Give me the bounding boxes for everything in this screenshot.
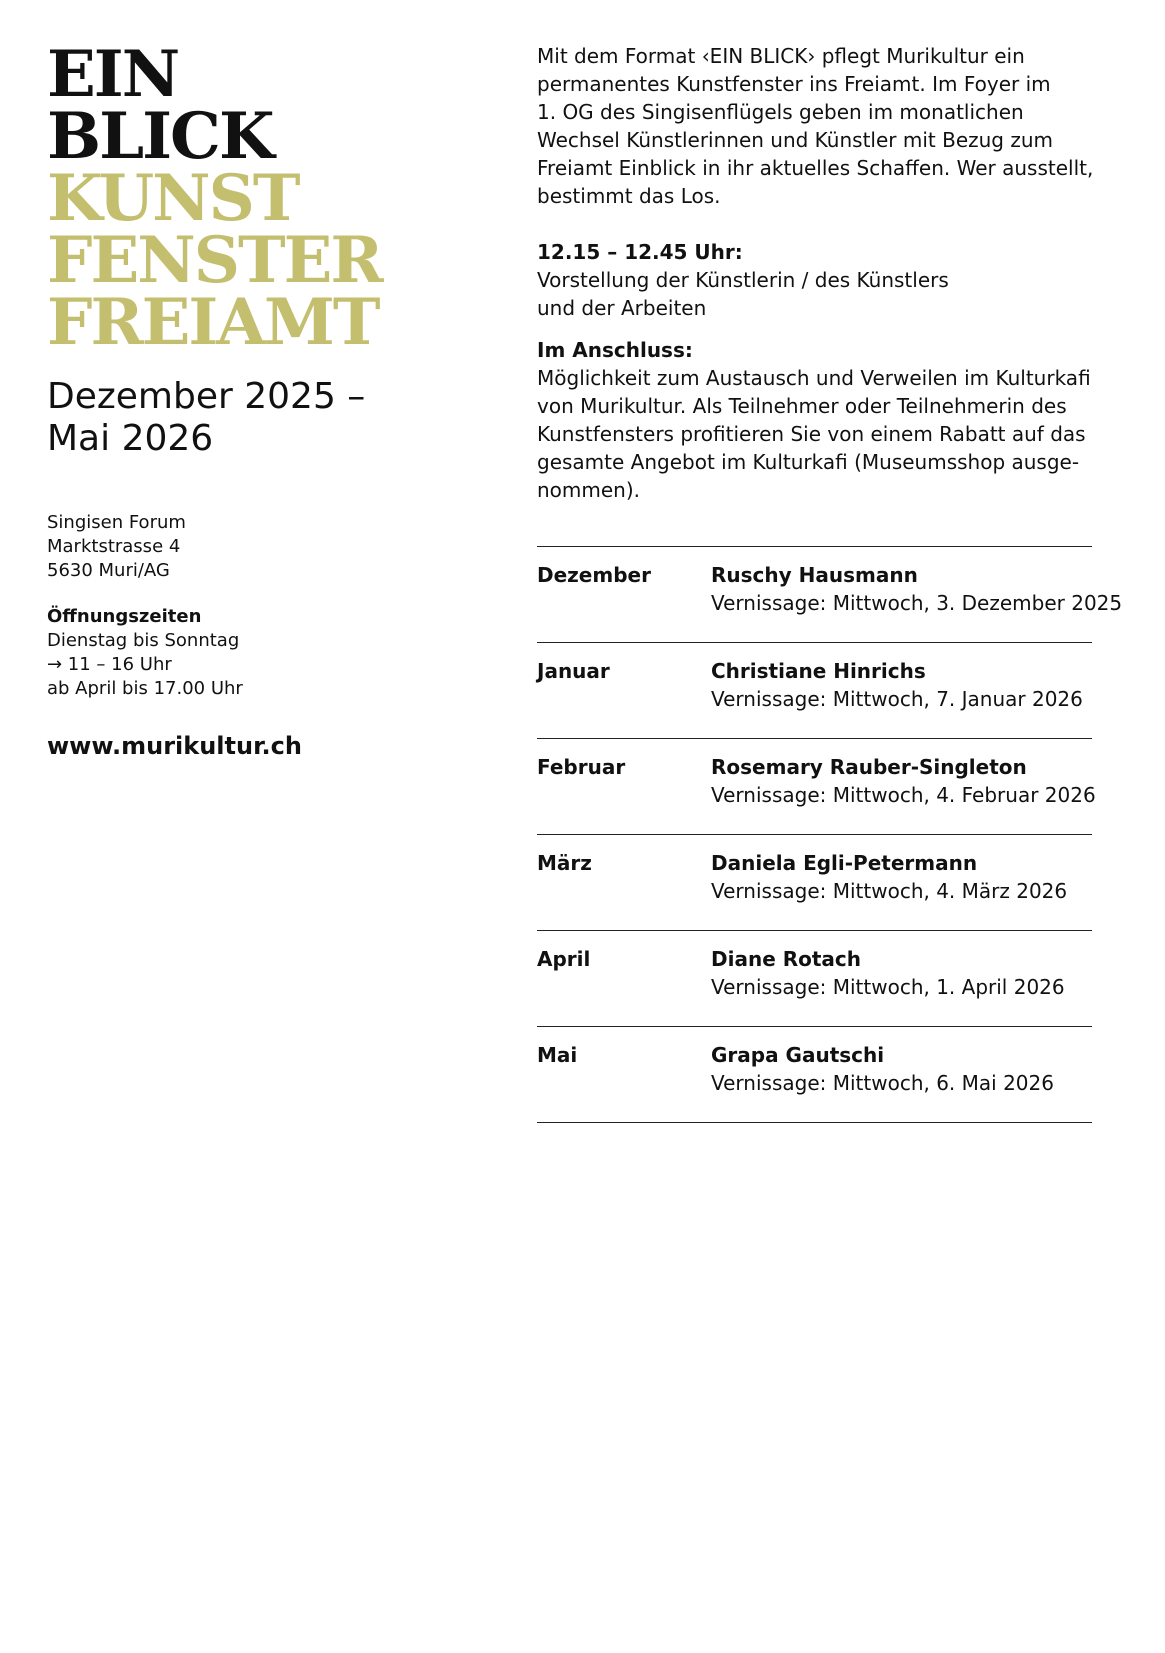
intro-line: Mit dem Format ‹EIN BLICK› pflegt Murikultur ein [537,44,1025,68]
date-range-line-1: Dezember 2025 – [47,376,366,417]
title-line-blick: BLICK [47,99,273,174]
schedule-row [537,1027,1092,1123]
program-after-line: nommen). [537,478,641,502]
title-line-freiamt: FREIAMT [47,285,379,360]
schedule-month: Mai [537,1043,578,1067]
opening-hours-days: Dienstag bis Sonntag [47,630,240,651]
schedule-vernissage: Vernissage: Mittwoch, 4. Februar 2026 [711,783,1096,807]
address-city: 5630 Muri/AG [47,560,170,581]
intro-line: permanentes Kunstfenster ins Freiamt. Im Foyer im [537,72,1051,96]
program-time-line: und der Arbeiten [537,296,707,320]
schedule-month: Dezember [537,563,651,587]
intro-line: Freiamt Einblick in ihr aktuelles Schaffen. Wer ausstellt, [537,156,1094,180]
program-after-line: gesamte Angebot im Kulturkafi (Museumsshop ausge- [537,450,1080,474]
program-time [537,238,1097,322]
program-after-line: von Murikultur. Als Teilnehmer oder Teilnehmerin des [537,394,1067,418]
program-after [537,336,1097,504]
page-title [47,37,467,360]
schedule-vernissage: Vernissage: Mittwoch, 4. März 2026 [711,879,1068,903]
schedule-artist: Daniela Egli-Petermann [711,851,978,875]
schedule-artist: Rosemary Rauber-Singleton [711,755,1027,779]
title-line-fenster: FENSTER [47,223,382,298]
date-range-line-2: Mai 2026 [47,418,214,459]
schedule-vernissage: Vernissage: Mittwoch, 6. Mai 2026 [711,1071,1054,1095]
schedule-row [537,643,1092,739]
program-after-line: Kunstfensters profitieren Sie von einem Rabatt auf das [537,422,1086,446]
schedule-month: Februar [537,755,626,779]
schedule-month: Januar [537,659,610,683]
address-venue: Singisen Forum [47,512,186,533]
intro-text [537,42,1097,210]
schedule-artist: Diane Rotach [711,947,862,971]
intro-line: Wechsel Künstlerinnen und Künstler mit Bezug zum [537,128,1054,152]
right-column [537,42,1097,504]
schedule-row [537,835,1092,931]
opening-hours [47,605,467,701]
program-time-line: Vorstellung der Künstlerin / des Künstlers [537,268,949,292]
address [47,511,467,583]
schedule-row [537,739,1096,835]
schedule-row [537,547,1123,643]
opening-hours-april: ab April bis 17.00 Uhr [47,678,243,699]
schedule-artist: Grapa Gautschi [711,1043,885,1067]
schedule-month: März [537,851,592,875]
schedule-vernissage: Vernissage: Mittwoch, 3. Dezember 2025 [711,591,1123,615]
schedule-artist: Christiane Hinrichs [711,659,926,683]
program-after-heading: Im Anschluss: [537,338,693,362]
intro-line: 1. OG des Singisenflügels geben im monatlichen [537,100,1024,124]
left-column [47,37,467,761]
intro-line: bestimmt das Los. [537,184,721,208]
address-street: Marktstrasse 4 [47,536,181,557]
opening-hours-times: → 11 – 16 Uhr [47,654,172,675]
title-line-ein: EIN [47,37,179,112]
schedule-vernissage: Vernissage: Mittwoch, 1. April 2026 [711,975,1065,999]
date-range [47,376,467,460]
title-line-kunst: KUNST [47,161,299,236]
program-after-line: Möglichkeit zum Austausch und Verweilen im Kulturkafi [537,366,1091,390]
schedule-month: April [537,947,591,971]
schedule-artist: Ruschy Hausmann [711,563,918,587]
program-time-heading: 12.15 – 12.45 Uhr: [537,240,743,264]
schedule-vernissage: Vernissage: Mittwoch, 7. Januar 2026 [711,687,1083,711]
schedule-row [537,931,1092,1027]
exhibition-schedule [537,546,1123,1123]
opening-hours-heading: Öffnungszeiten [47,606,202,627]
website-link[interactable]: www.murikultur.ch [47,732,302,760]
